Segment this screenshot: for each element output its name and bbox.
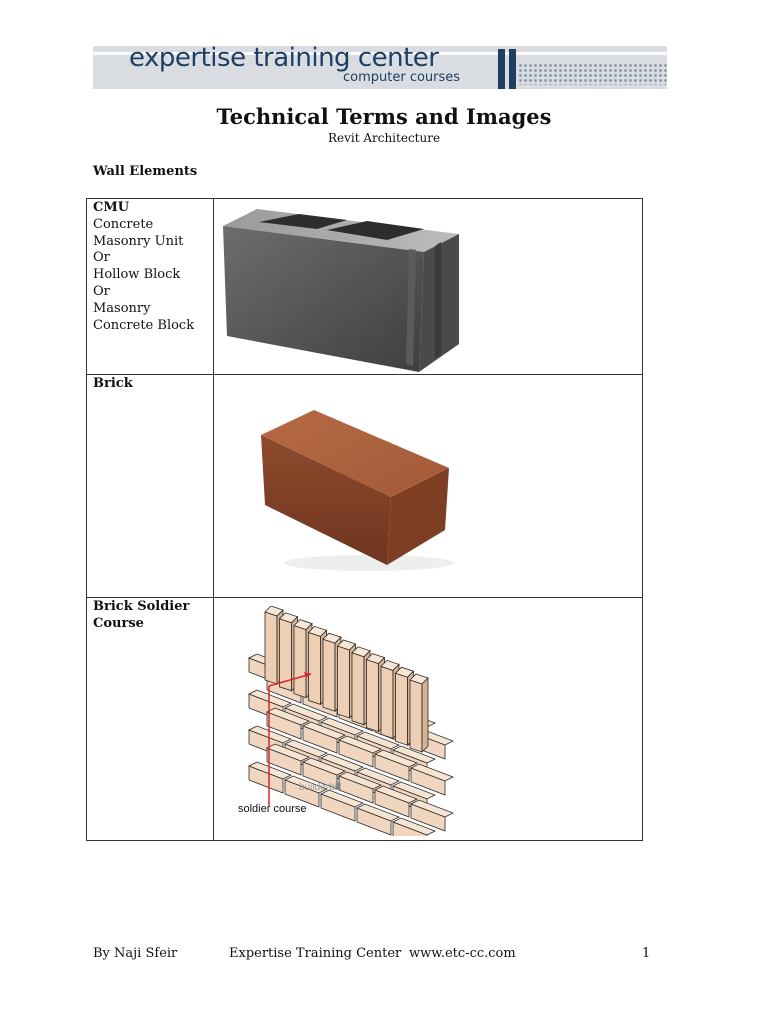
terms-table bbox=[86, 198, 643, 841]
brick-image bbox=[259, 405, 459, 575]
logo-subtext: computer courses bbox=[343, 70, 461, 85]
logo-bar bbox=[498, 49, 505, 89]
diagram-brick bbox=[309, 632, 321, 704]
term-name bbox=[93, 599, 189, 631]
section-heading: Wall Elements bbox=[93, 164, 198, 179]
table-row bbox=[87, 375, 643, 598]
watermark-label: builderbill bbox=[299, 782, 342, 793]
diagram-brick bbox=[265, 612, 277, 684]
page-title: Technical Terms and Images bbox=[216, 104, 552, 129]
cmu-block-image bbox=[219, 204, 469, 374]
logo-bar bbox=[509, 49, 516, 89]
diagram-brick bbox=[410, 680, 422, 752]
page-number: 1 bbox=[642, 946, 651, 961]
diagram-brick bbox=[381, 666, 393, 738]
logo-dot-pattern bbox=[518, 63, 667, 85]
header-banner bbox=[93, 43, 667, 89]
diagram-brick bbox=[396, 673, 408, 745]
table-row bbox=[87, 598, 643, 841]
page-subtitle: Revit Architecture bbox=[327, 131, 441, 145]
logo-text: expertise training center bbox=[129, 43, 439, 73]
soldier-course-diagram bbox=[229, 606, 469, 836]
diagram-brick bbox=[352, 653, 364, 725]
diagram-brick bbox=[338, 646, 350, 718]
diagram-brick bbox=[294, 626, 306, 698]
table-row bbox=[87, 199, 643, 375]
term-name: Brick bbox=[93, 376, 133, 391]
footer-url: www.etc-cc.com bbox=[409, 946, 516, 961]
description-line: Concrete Block bbox=[93, 317, 195, 333]
description-line: Concrete bbox=[93, 216, 154, 232]
image-cell bbox=[214, 598, 643, 841]
diagram-brick bbox=[422, 678, 428, 752]
image-cell bbox=[214, 375, 643, 598]
description-line: Masonry bbox=[93, 300, 151, 316]
term-cell bbox=[87, 598, 214, 841]
term-name: CMU bbox=[93, 200, 130, 215]
term-name-line: Course bbox=[93, 615, 144, 631]
callout-label: soldier course bbox=[238, 803, 307, 815]
description-line: Masonry Unit bbox=[93, 233, 184, 249]
term-name-line: Brick Soldier bbox=[93, 599, 190, 614]
description-line: Or bbox=[93, 283, 110, 299]
diagram-brick bbox=[367, 660, 379, 732]
footer-author: By Naji Sfeir bbox=[93, 946, 178, 961]
term-cell bbox=[87, 375, 214, 598]
description-line: Hollow Block bbox=[93, 267, 181, 283]
image-cell bbox=[214, 199, 643, 375]
diagram-brick bbox=[323, 639, 335, 711]
term-description bbox=[93, 217, 208, 335]
description-line: Or bbox=[93, 250, 110, 266]
term-cell bbox=[87, 199, 214, 375]
footer-org: Expertise Training Center bbox=[229, 946, 402, 961]
